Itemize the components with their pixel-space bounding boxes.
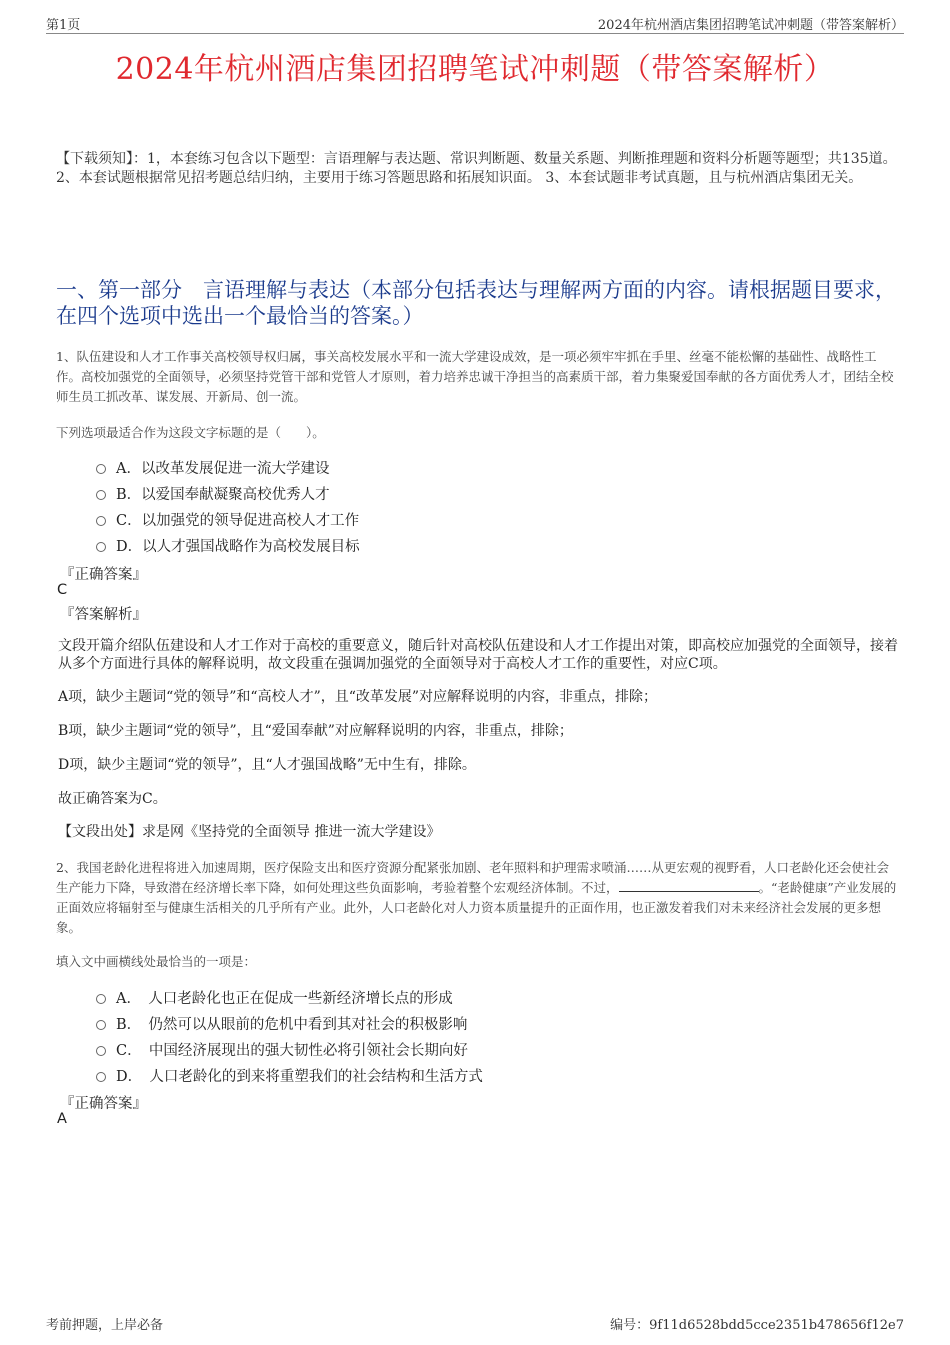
radio-icon[interactable]	[96, 516, 106, 526]
question-1-text: 1、队伍建设和人才工作事关高校领导权归属，事关高校发展水平和一流大学建设成效，是一项必须牢牢抓在手里、丝毫不能松懈的基础性、战略性工作。高校加强党的全面领导，必须坚持党管干部和党管人才原则，着力培养忠诚干净担当的高素质干部，着力集聚爱国奉献的各方面优秀人才，团结全校师生员工抓改革、谋发展、开新局、创一流。	[56, 349, 894, 404]
radio-icon[interactable]	[96, 490, 106, 500]
question-1-option-b[interactable]	[96, 483, 330, 504]
question-2-text-before: 2、我国老龄化进程将进入加速周期，医疗保险支出和医疗资源分配紧张加剧、老年照料和护理需求喷涌……从更宏观的视野看，人口老龄化还会使社会生产能力下降，导致潜在经济增长率下降，如何处理这些负面影响，考验着整个宏观经济体制。不过，	[56, 860, 889, 895]
question-2-option-a[interactable]	[96, 987, 453, 1008]
option-label: D．以人才强国战略作为高校发展目标	[116, 539, 360, 555]
question-1-answer-label: 『正确答案』	[60, 567, 147, 583]
question-1-answer: C	[57, 582, 68, 598]
analysis-paragraph: D项，缺少主题词“党的领导”，且“人才强国战略”无中生有，排除。	[58, 757, 476, 773]
option-label: D． 人口老龄化的到来将重塑我们的社会结构和生活方式	[116, 1069, 483, 1085]
question-1-option-a[interactable]	[96, 457, 329, 478]
question-1-prompt: 下列选项最适合作为这段文字标题的是（ ）。	[56, 425, 325, 440]
radio-icon[interactable]	[96, 1072, 106, 1082]
question-2-option-d[interactable]	[96, 1065, 483, 1086]
option-label: C．以加强党的领导促进高校人才工作	[116, 513, 360, 529]
header-divider	[46, 33, 904, 34]
question-1-option-c[interactable]	[96, 509, 359, 530]
footer-slogan: 考前押题，上岸必备	[46, 1318, 164, 1333]
radio-icon[interactable]	[96, 542, 106, 552]
page-number: 第1页	[46, 18, 81, 33]
section-heading: 一、第一部分 言语理解与表达（本部分包括表达与理解两方面的内容。请根据题目要求，在四个选项中选出一个最恰当的答案。）	[56, 278, 896, 328]
option-label: A． 人口老龄化也正在促成一些新经济增长点的形成	[116, 991, 453, 1007]
question-2-text	[56, 858, 901, 938]
question-2-prompt: 填入文中画横线处最恰当的一项是：	[56, 954, 257, 969]
question-2-answer-label: 『正确答案』	[60, 1096, 147, 1112]
question-2-answer: A	[57, 1111, 67, 1127]
radio-icon[interactable]	[96, 464, 106, 474]
option-label: A．以改革发展促进一流大学建设	[116, 461, 330, 477]
question-2-text-after: 。“老龄健康”产业发展的正面效应将辐射至与健康生活相关的几乎所有产业。此外，人口老龄化对人力资本质量提升的正面作用，也正激发着我们对未来经济社会发展的更多想象。	[56, 880, 897, 935]
question-1-analysis-label: 『答案解析』	[60, 607, 147, 623]
question-2-option-c[interactable]	[96, 1039, 468, 1060]
question-2-option-b[interactable]	[96, 1013, 467, 1034]
footer-serial: 编号：9f11d6528bdd5cce2351b478656f12e7	[610, 1318, 904, 1333]
passage-source: 【文段出处】求是网《坚持党的全面领导 推进一流大学建设》	[58, 824, 441, 840]
document-title: 2024年杭州酒店集团招聘笔试冲刺题（带答案解析）	[115, 52, 835, 87]
analysis-conclusion: 故正确答案为C。	[58, 791, 167, 807]
question-1-option-d[interactable]	[96, 535, 360, 556]
download-notice: 【下载须知】：1，本套练习包含以下题型：言语理解与表达题、常识判断题、数量关系题、判断推理题和资料分析题等题型；共135道。 2、本套试题根据常见招考题总结归纳，主要用于练习答题思路和拓展知识面。 3、本套试题非考试真题，且与杭州酒店集团无关。	[56, 151, 897, 186]
fill-blank	[619, 880, 759, 892]
analysis-paragraph: 文段开篇介绍队伍建设和人才工作对于高校的重要意义，随后针对高校队伍建设和人才工作提出对策，即高校应加强党的全面领导，接着从多个方面进行具体的解释说明，故文段重在强调加强党的全面领导对于高校人才工作的重要性，对应C项。	[58, 638, 898, 672]
radio-icon[interactable]	[96, 1046, 106, 1056]
analysis-paragraph: B项，缺少主题词“党的领导”，且“爱国奉献”对应解释说明的内容，非重点，排除；	[58, 723, 573, 739]
header-doc-title: 2024年杭州酒店集团招聘笔试冲刺题（带答案解析）	[597, 18, 904, 33]
option-label: B．以爱国奉献凝聚高校优秀人才	[116, 487, 330, 503]
radio-icon[interactable]	[96, 1020, 106, 1030]
analysis-paragraph: A项，缺少主题词“党的领导”和“高校人才”，且“改革发展”对应解释说明的内容，非重点，排除；	[58, 689, 658, 705]
option-label: B． 仍然可以从眼前的危机中看到其对社会的积极影响	[116, 1017, 468, 1033]
option-label: C． 中国经济展现出的强大韧性必将引领社会长期向好	[116, 1043, 468, 1059]
radio-icon[interactable]	[96, 994, 106, 1004]
